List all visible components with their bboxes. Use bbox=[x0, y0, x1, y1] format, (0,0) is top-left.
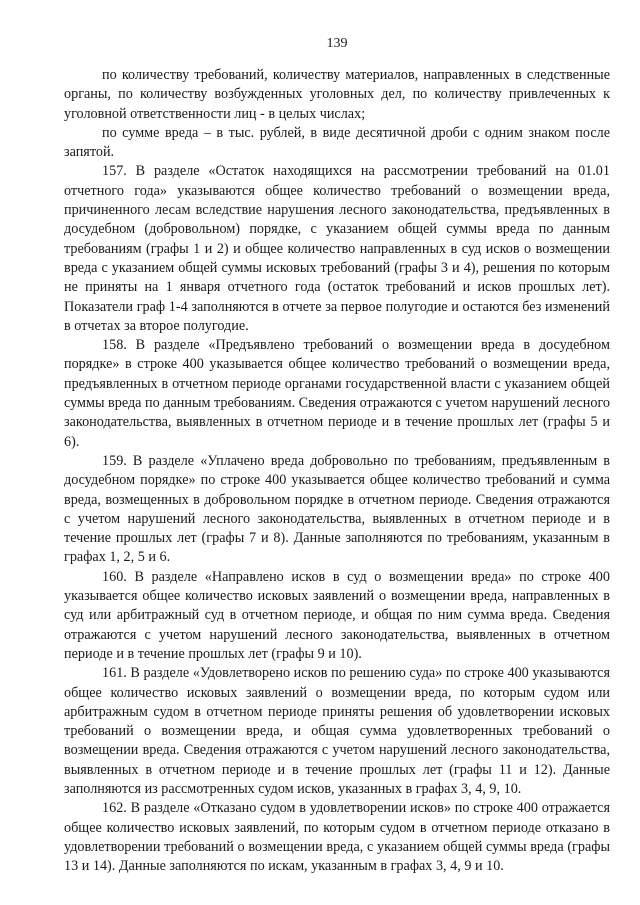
paragraph-159: 159. В разделе «Уплачено вреда добровольно по требованиям, предъявленным в досудебном порядке» по строке 400 указывается общее количество требований и сумма вреда, возмещенных в добровольном порядке в отчетном периоде. Сведения отражаются с учетом нарушений лесного законодательства, выявленных в отчетном периоде и в течение прошлых лет (графы 7 и 8). Данные заполняются по требованиям, указанным в графах 1, 2, 5 и 6. bbox=[64, 452, 610, 566]
paragraph-counting-rules: по количеству требований, количеству материалов, направленных в следственные органы, по количеству возбужденных уголовных дел, по количеству привлеченных к уголовной ответственности лиц - в целых числах; bbox=[64, 67, 610, 122]
paragraph-158: 158. В разделе «Предъявлено требований о возмещении вреда в досудебном порядке» в строке 400 указывается общее количество требований о возмещении вреда, предъявленных в отчетном периоде органами государственной власти с указанием общей суммы вреда по данным требованиям. Сведения отражаются с учетом нарушений лесного законодательства, выявленных в отчетном периоде и в течение прошлых лет (графы 5 и 6). bbox=[64, 337, 611, 450]
paragraph-157: 157. В разделе «Остаток находящихся на рассмотрении требований на 01.01 отчетного года» указываются общее количество требований о возмещении вреда, причиненного лесам вследствие нарушения лесного законодательства, предъявленных в досудебном (добровольном) порядке, с указанием общей суммы вреда по данным требованиям (графы 1 и 2) и общее количество направленных в суд исков о возмещении вреда с указанием общей суммы исковых требований (графы 3 и 4), решения по которым не приняты на 1 января отчетного года (остаток требований и исков прошлых лет). Показатели граф 1-4 заполняются в отчете за первое полугодие и остаются без изменений в отчетах за второе полугодие. bbox=[64, 163, 610, 334]
paragraph-162: 162. В разделе «Отказано судом в удовлетворении исков» по строке 400 отражается общее количество исковых заявлений, по которым судом в отчетном периоде отказано в удовлетворении требований о возмещении вреда, с указанием общей суммы вреда (графы 13 и 14). Данные заполняются по искам, указанным в графах 3, 4, 9 и 10. bbox=[64, 800, 610, 875]
document-body bbox=[64, 66, 610, 876]
page-number: 139 bbox=[326, 36, 348, 51]
paragraph-160: 160. В разделе «Направлено исков в суд о возмещении вреда» по строке 400 указывается общее количество исковых заявлений о возмещении вреда, направленных в суд или арбитражный суд в отчетном периоде, и общая по ним сумма вреда. Сведения отражаются с учетом нарушений лесного законодательства, выявленных в отчетном периоде и в течение прошлых лет (графы 9 и 10). bbox=[64, 568, 610, 662]
paragraph-161: 161. В разделе «Удовлетворено исков по решению суда» по строке 400 указываются общее количество исковых заявлений о возмещении вреда, по которым судом или арбитражным судом в отчетном периоде приняты решения об удовлетворении исковых требований о возмещении вреда, и общая сумма удовлетворенных требований о возмещении вреда. Сведения отражаются с учетом нарушений лесного законодательства, выявленных в отчетном периоде и в течение прошлых лет (графы 11 и 12). Данные заполняются из рассмотренных судом исков, указанных в графах 3, 4, 9, 10. bbox=[64, 665, 610, 797]
paragraph-damage-sum-rule: по сумме вреда – в тыс. рублей, в виде десятичной дроби с одним знаком после запятой. bbox=[64, 124, 610, 161]
